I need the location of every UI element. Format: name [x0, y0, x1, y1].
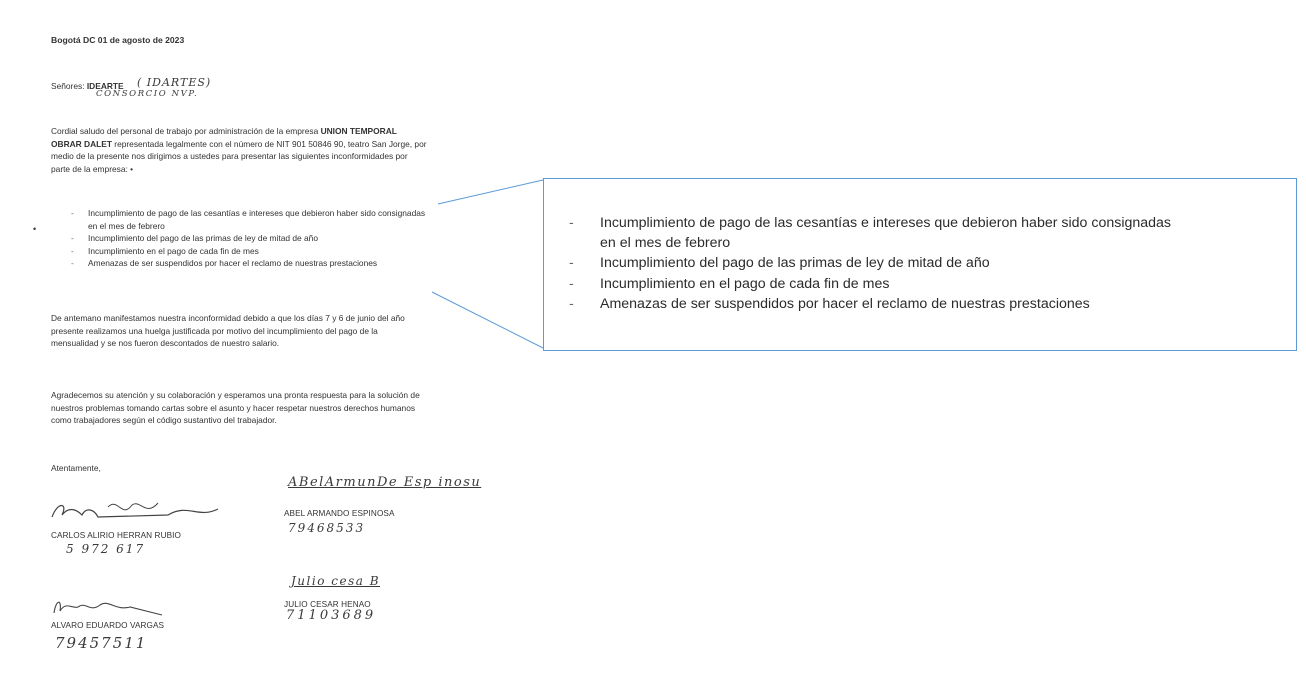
company-name-2: OBRAR DALET	[51, 138, 112, 149]
signer-id-abel: 79468533	[288, 521, 366, 535]
handwritten-addressee-1: ( IDARTES)	[137, 76, 212, 89]
zoom-bullet-item: - Amenazas de ser suspendidos por hacer el reclamo de nuestras prestaciones	[569, 295, 1090, 312]
signer-id-alvaro: 79457511	[55, 634, 148, 652]
intro-text-1: Cordial saludo del personal de trabajo por administración de la empresa	[51, 126, 321, 136]
signer-id-carlos: 5 972 617	[66, 542, 146, 556]
signer-name-abel: ABEL ARMANDO ESPINOSA	[284, 509, 395, 518]
intro-text-2: representada legalmente con el número de NIT 901 50846 90, teatro San Jorge, por	[111, 138, 427, 149]
intro-text-3: medio de la presente nos dirigimos a ustedes para presentar las siguientes inconformidades por	[51, 151, 408, 162]
letter-date: Bogotá DC 01 de agosto de 2023	[51, 35, 185, 45]
margin-dot: •	[33, 224, 37, 234]
zoom-callout	[543, 178, 1297, 351]
signer-id-julio: 71103689	[286, 608, 377, 623]
signer-name-julio: JULIO CESAR HENAO	[284, 600, 371, 609]
intro-text-4: parte de la empresa: •	[51, 163, 134, 174]
closing: Atentamente,	[51, 463, 101, 473]
bullet-item: - Amenazas de ser suspendidos por hacer el reclamo de nuestras prestaciones	[71, 258, 378, 269]
zoom-bullet-item: - Incumplimiento en el pago de cada fin de mes	[569, 275, 890, 292]
signer-name-carlos: CARLOS ALIRIO HERRAN RUBIO	[51, 531, 181, 540]
zoom-bullet-list	[569, 213, 1290, 314]
signer-name-alvaro: ALVARO EDUARDO VARGAS	[51, 621, 165, 630]
handwritten-name-julio: Julio cesa B	[291, 574, 381, 588]
addressee-label: Señores:	[51, 81, 85, 91]
paragraph-request: Agradecemos su atención y su colaboración y esperamos una pronta respuesta para la solución de nuestros problemas tomando cartas sobre el asunto y hacer respetar nuestros derechos humanos como trabajadores según el código sustantivo del trabajador.	[51, 390, 420, 426]
zoom-bullet-item-continuation: en el mes de febrero	[600, 235, 731, 252]
zoom-bullet-item: - Incumplimiento de pago de las cesantías e intereses que debieron haber sido consignadas	[569, 215, 1172, 231]
bullet-item-continuation: en el mes de febrero	[88, 220, 165, 231]
handwritten-name-abel: ABelArmunDe Esp inosu	[288, 475, 482, 490]
bullet-item: - Incumplimiento del pago de las primas de ley de mitad de año	[71, 233, 318, 244]
bullet-item: - Incumplimiento en el pago de cada fin de mes	[71, 245, 259, 256]
paragraph-strike: De antemano manifestamos nuestra inconformidad debido a que los días 7 y 6 de junio del año presente realizamos una huelga justificada por motivo del incumplimiento del pago de la mensualidad y se nos fueron descontados de nuestro salario.	[51, 313, 405, 349]
bullet-item: - Incumplimiento de pago de las cesantías e intereses que debieron haber sido consignadas	[71, 208, 426, 218]
company-name-1: UNION TEMPORAL	[320, 126, 397, 136]
addressee-value: IDEARTE	[86, 81, 124, 91]
handwritten-addressee-2: CONSORCIO NVP.	[96, 89, 199, 99]
zoom-bullet-item: - Incumplimiento del pago de las primas de ley de mitad de año	[569, 255, 990, 272]
